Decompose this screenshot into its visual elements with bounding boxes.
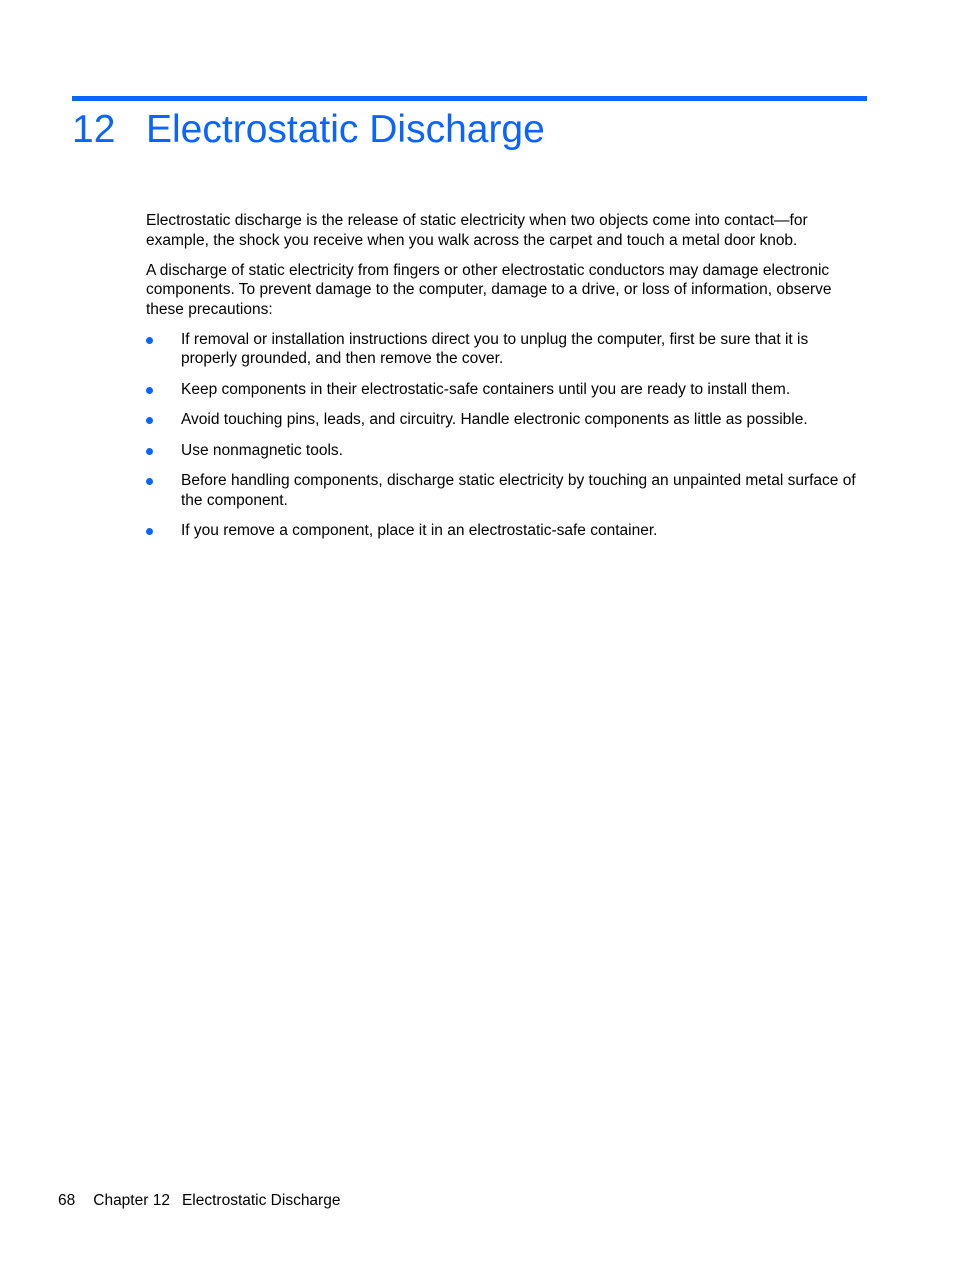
bullet-dot-icon	[146, 417, 153, 424]
list-item-text: Keep components in their electrostatic-safe containers until you are ready to install them.	[181, 380, 791, 398]
bullet-dot-icon	[146, 448, 153, 455]
page-number: 68	[58, 1192, 76, 1209]
list-item	[146, 330, 866, 369]
page-footer	[58, 1191, 340, 1210]
list-item-text: Before handling components, discharge static electricity by touching an unpainted metal surface of the component.	[181, 472, 856, 509]
chapter-heading-rule	[72, 96, 867, 101]
list-item-text: Use nonmagnetic tools.	[181, 441, 343, 459]
bullet-dot-icon	[146, 528, 153, 535]
footer-chapter-title: Electrostatic Discharge	[181, 1192, 341, 1209]
precautions-list	[146, 330, 866, 541]
bullet-dot-icon	[146, 478, 153, 485]
list-item	[146, 471, 866, 510]
chapter-body	[146, 211, 866, 552]
list-item	[146, 410, 866, 430]
list-item	[146, 441, 866, 461]
chapter-title: Electrostatic Discharge	[146, 108, 545, 151]
list-item	[146, 521, 866, 541]
list-item-text: If you remove a component, place it in an electrostatic-safe container.	[181, 522, 658, 539]
bullet-dot-icon	[146, 337, 153, 344]
intro-paragraph: Electrostatic discharge is the release of static electricity when two objects come into contact—for example, the shock you receive when you walk across the carpet and touch a metal door knob.	[146, 212, 808, 249]
list-item	[146, 380, 866, 400]
chapter-heading	[72, 104, 545, 156]
precautions-intro-paragraph: A discharge of static electricity from fingers or other electrostatic conductors may damage electronic components. To prevent damage to the computer, damage to a drive, or loss of information, observe these precautions:	[146, 261, 832, 318]
bullet-dot-icon	[146, 387, 153, 394]
footer-chapter-label: Chapter 12	[93, 1192, 170, 1209]
list-item-text: If removal or installation instructions direct you to unplug the computer, first be sure that it is properly grounded, and then remove the cover.	[181, 330, 809, 367]
list-item-text: Avoid touching pins, leads, and circuitry. Handle electronic components as little as possible.	[181, 411, 808, 428]
chapter-number: 12	[72, 108, 116, 151]
